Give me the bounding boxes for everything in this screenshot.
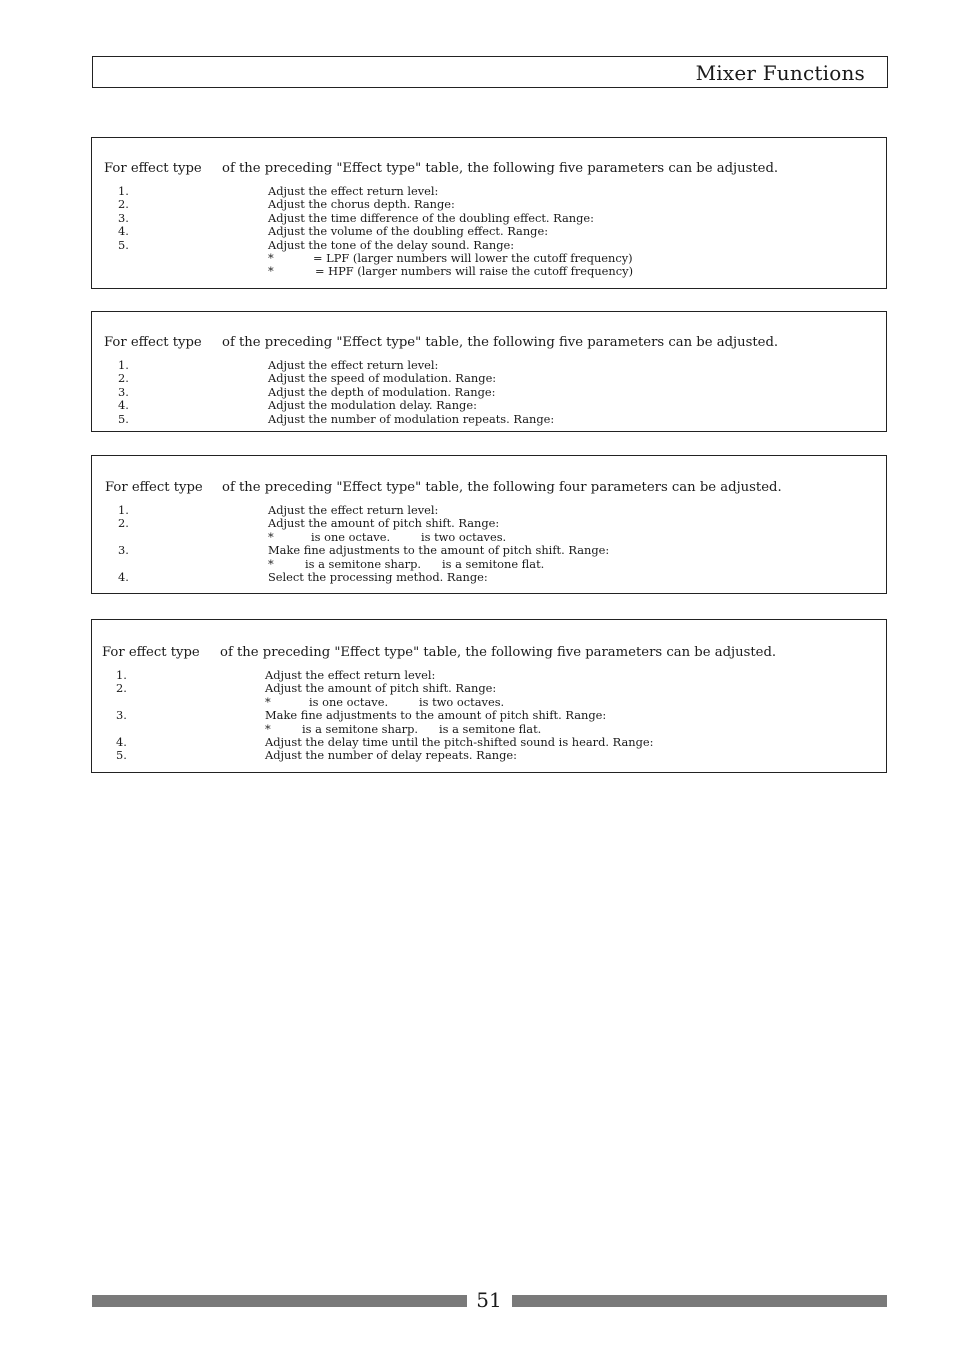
item-number: 1. (118, 184, 129, 198)
item-number: 4. (118, 224, 129, 239)
list-item (92, 544, 886, 557)
item-text: Adjust the effect return level: (268, 358, 439, 372)
item-number: 3. (118, 384, 129, 399)
item-number: 2. (116, 681, 127, 696)
footer-bar-left (92, 1295, 467, 1307)
item-number: 3. (118, 543, 129, 558)
note-text: is one octave. (311, 529, 391, 544)
item-text: Adjust the effect return level: (268, 503, 439, 517)
intro-rest: of the preceding "Effect type" table, the following four parameters can be adjusted. (222, 480, 782, 495)
item-number: 2. (118, 516, 129, 531)
note-text: is two octaves. (419, 694, 505, 709)
note-asterisk: * (265, 694, 271, 709)
list-item (92, 749, 886, 762)
note-text: is a semitone flat. (442, 556, 545, 571)
intro-rest: of the preceding "Effect type" table, the following five parameters can be adjusted. (222, 161, 779, 176)
note-text: is a semitone sharp. (305, 556, 422, 571)
item-number: 1. (118, 358, 129, 372)
intro-rest: of the preceding "Effect type" table, the following five parameters can be adjusted. (222, 335, 779, 350)
note-asterisk: * (268, 264, 274, 279)
item-number: 3. (118, 210, 129, 225)
list-item (92, 372, 886, 385)
item-text: Adjust the number of modulation repeats. Range: (268, 411, 555, 426)
page-title: Mixer Functions (695, 61, 865, 85)
note-asterisk: * (265, 721, 271, 736)
effect-panel-1 (91, 137, 887, 289)
page-number: 51 (476, 1288, 502, 1312)
parameter-list (92, 185, 886, 279)
item-text: Adjust the time difference of the doubling effect. Range: (268, 210, 595, 225)
list-note (92, 723, 886, 736)
item-number: 4. (116, 734, 127, 749)
item-number: 1. (118, 503, 129, 517)
list-note (92, 265, 886, 278)
item-text: Make fine adjustments to the amount of pitch shift. Range: (265, 708, 607, 723)
list-item (92, 669, 886, 682)
item-number: 4. (118, 398, 129, 413)
item-number: 2. (118, 197, 129, 212)
item-number: 1. (116, 668, 127, 682)
item-text: Adjust the volume of the doubling effect. Range: (268, 224, 549, 239)
note-text: = LPF (larger numbers will lower the cutoff frequency) (313, 250, 633, 265)
list-note (92, 558, 886, 571)
list-item (92, 682, 886, 695)
list-item (92, 399, 886, 412)
parameter-list (92, 359, 886, 426)
footer-bar-right (512, 1295, 887, 1307)
item-text: Adjust the depth of modulation. Range: (268, 384, 496, 399)
note-asterisk: * (268, 556, 274, 571)
effect-panel-2 (91, 311, 887, 432)
note-text: is a semitone flat. (439, 721, 542, 736)
list-note (92, 696, 886, 709)
item-number: 5. (118, 237, 129, 252)
item-text: Adjust the effect return level: (268, 184, 439, 198)
intro-lead: For effect type (104, 335, 202, 350)
note-text: is one octave. (309, 694, 389, 709)
list-item (92, 185, 886, 198)
note-text: is two octaves. (421, 529, 507, 544)
list-item (92, 736, 886, 749)
item-text: Adjust the tone of the delay sound. Range: (268, 237, 515, 252)
list-item (92, 359, 886, 372)
list-note (92, 531, 886, 544)
item-number: 4. (118, 569, 129, 584)
item-text: Adjust the chorus depth. Range: (268, 197, 455, 212)
header-box (92, 56, 888, 88)
item-number: 2. (118, 371, 129, 386)
item-number: 3. (116, 708, 127, 723)
item-text: Adjust the speed of modulation. Range: (268, 371, 497, 386)
intro-rest: of the preceding "Effect type" table, the following five parameters can be adjusted. (220, 645, 777, 660)
list-note (92, 252, 886, 265)
item-text: Adjust the modulation delay. Range: (268, 398, 477, 413)
item-text: Adjust the amount of pitch shift. Range: (265, 681, 497, 696)
item-text: Adjust the number of delay repeats. Range: (265, 748, 518, 763)
list-item (92, 225, 886, 238)
effect-panel-3 (91, 455, 887, 594)
list-item (92, 709, 886, 722)
list-item (92, 386, 886, 399)
intro-lead: For effect type (105, 480, 203, 495)
item-text: Adjust the amount of pitch shift. Range: (268, 516, 500, 531)
item-text: Adjust the delay time until the pitch-shifted sound is heard. Range: (265, 734, 654, 749)
effect-panel-4 (91, 619, 887, 773)
note-asterisk: * (268, 250, 274, 265)
list-item (92, 413, 886, 426)
list-item (92, 239, 886, 252)
item-text: Select the processing method. Range: (268, 569, 488, 584)
list-item (92, 212, 886, 225)
list-item (92, 517, 886, 530)
item-text: Adjust the effect return level: (265, 668, 436, 682)
item-text: Make fine adjustments to the amount of pitch shift. Range: (268, 543, 610, 558)
list-item (92, 198, 886, 211)
note-text: is a semitone sharp. (302, 721, 419, 736)
parameter-list (92, 504, 886, 584)
note-text: = HPF (larger numbers will raise the cutoff frequency) (315, 264, 634, 279)
intro-lead: For effect type (104, 161, 202, 176)
item-number: 5. (118, 411, 129, 426)
item-number: 5. (116, 748, 127, 763)
list-item (92, 504, 886, 517)
list-item (92, 571, 886, 584)
intro-lead: For effect type (102, 645, 200, 660)
note-asterisk: * (268, 529, 274, 544)
parameter-list (92, 669, 886, 763)
